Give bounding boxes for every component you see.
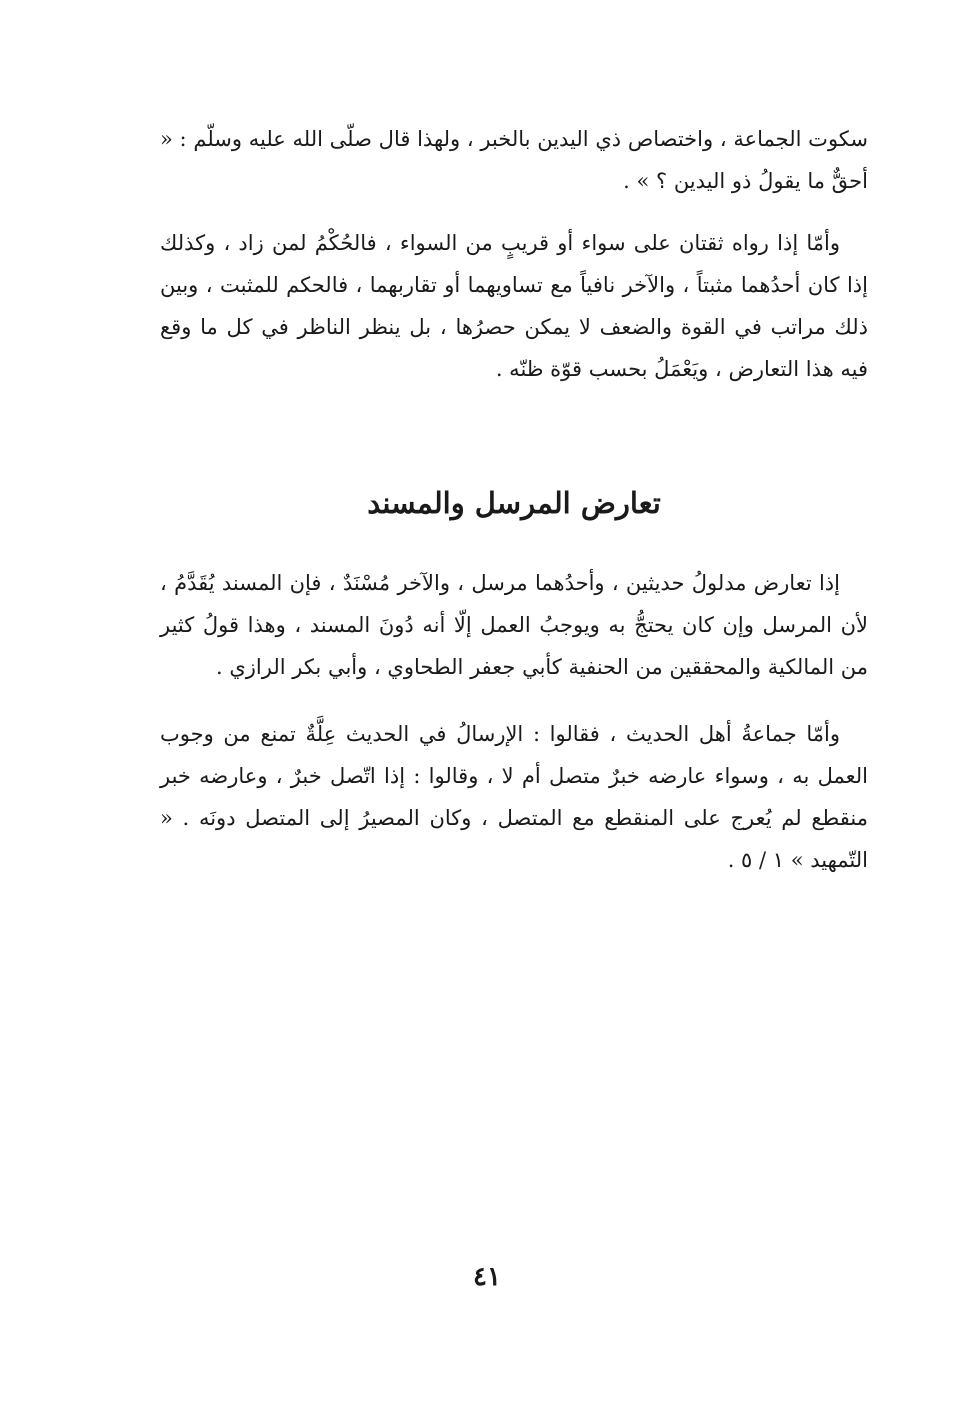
text-block-fourth — [160, 713, 868, 881]
paragraph-4: وأمّا جماعةُ أهل الحديث ، فقالوا : الإرسالُ في الحديث عِلَّةٌ تمنع من وجوب العمل به ، وسواء عارضه خبرٌ متصل أم لا ، وقالوا : إذا اتّصل خبرٌ ، وعارضه خبر منقطع لم يُعرج على المنقطع مع المتصل ، وكان المصيرُ إلى المتصل دونَه . « التّمهيد » ١ / ٥ . — [160, 722, 868, 872]
paragraph-3: إذا تعارض مدلولُ حديثين ، وأحدُهما مرسل ، والآخر مُسْنَدٌ ، فإن المسند يُقَدَّمُ ، لأن المرسل وإن كان يحتجُّ به ويوجبُ العمل إلّا أنه دُونَ المسند ، وهذا قولُ كثير من المالكية والمحققين من الحنفية كأبي جعفر الطحاوي ، وأبي بكر الرازي . — [160, 571, 868, 679]
page-number: ٤١ — [473, 1262, 501, 1292]
paragraph-1: سكوت الجماعة ، واختصاص ذي اليدين بالخبر ، ولهذا قال صلّى الله عليه وسلّم : « أحقٌّ ما يقولُ ذو اليدين ؟ » . — [160, 127, 868, 193]
text-block-top — [160, 118, 868, 202]
text-block-third — [160, 562, 868, 688]
section-heading: تعارض المرسل والمسند — [367, 486, 661, 520]
paragraph-2: وأمّا إذا رواه ثقتان على سواء أو قريبٍ من السواء ، فالحُكْمُ لمن زاد ، وكذلك إذا كان أحدُهما مثبتاً ، والآخر نافياً مع تساويهما أو تقاربهما ، فالحكم للمثبت ، وبين ذلك مراتب في القوة والضعف لا يمكن حصرُها ، بل ينظر الناظر في كل ما وقع فيه هذا التعارض ، ويَعْمَلُ بحسب قوّة ظنّه . — [160, 231, 868, 381]
text-block-second — [160, 222, 868, 390]
